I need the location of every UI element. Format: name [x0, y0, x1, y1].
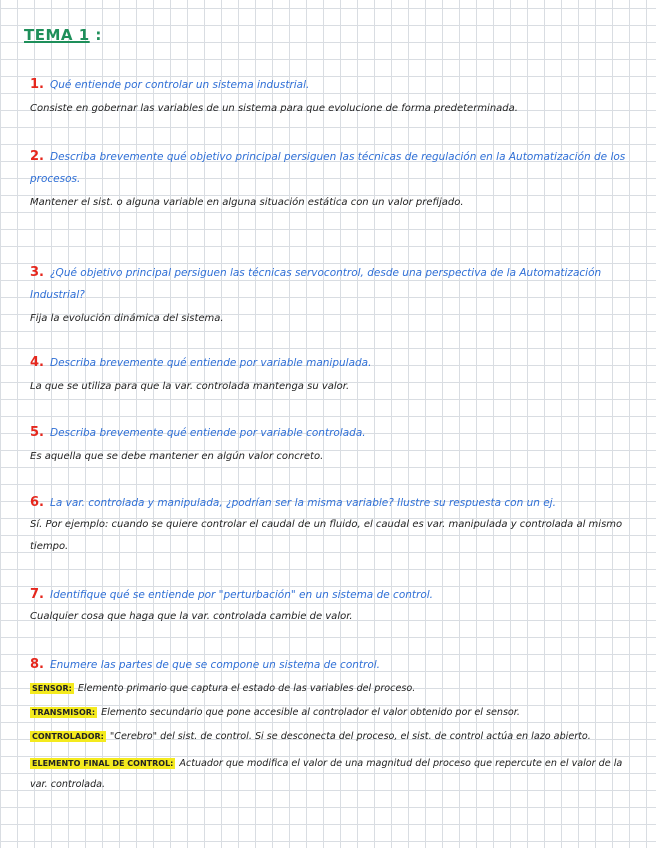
answer-6: Sí. Por ejemplo: cuando se quiere controlar el caudal de un fluido, el caudal es var. manipulada y controlada al mismo tiempo. [30, 519, 623, 552]
part-sensor [30, 678, 642, 699]
question-number: 1. [30, 77, 44, 92]
question-number: 3. [30, 265, 44, 280]
question-7 [30, 584, 640, 606]
question-3 [30, 262, 640, 306]
highlight-term: CONTROLADOR: [32, 732, 104, 741]
question-text: Qué entiende por controlar un sistema industrial. [49, 79, 310, 91]
question-text: Describa brevemente qué objetivo principal persiguen las técnicas de regulación en la Automatización de los procesos. [30, 151, 626, 185]
question-5 [30, 422, 640, 444]
question-text: La var. controlada y manipulada, ¿podrían ser la misma variable? Ilustre su respuesta con un ej. [49, 497, 556, 509]
question-number: 8. [30, 657, 44, 672]
answer-7: Cualquier cosa que haga que la var. controlada cambie de valor. [30, 611, 353, 622]
highlight-term: TRANSMISOR: [32, 708, 96, 717]
part-controlador [30, 726, 642, 747]
page-title [24, 26, 102, 44]
part-elemento-final [30, 753, 642, 795]
question-number: 4. [30, 355, 44, 370]
part-definition: "Cerebro" del sist. de control. Si se desconecta del proceso, el sist. de control actúa en lazo abierto. [109, 731, 591, 742]
question-8 [30, 654, 640, 676]
question-1 [30, 74, 640, 96]
answer-4: La que se utiliza para que la var. controlada mantenga su valor. [30, 381, 350, 392]
question-text: Enumere las partes de que se compone un sistema de control. [49, 659, 381, 671]
answer-3: Fija la evolución dinámica del sistema. [30, 313, 224, 324]
question-text: Describa brevemente qué entiende por variable manipulada. [49, 357, 372, 369]
title-colon: : [95, 26, 102, 44]
part-definition: Actuador que modifica el valor de una magnitud del proceso que repercute en el valor de la var. controlada. [30, 758, 623, 790]
question-number: 5. [30, 425, 44, 440]
part-definition: Elemento secundario que pone accesible al controlador el valor obtenido por el sensor. [101, 707, 520, 718]
part-transmisor [30, 702, 642, 723]
answer-1: Consiste en gobernar las variables de un sistema para que evolucione de forma predeterminada. [30, 103, 518, 114]
question-text: Identifique qué se entiende por "perturbación" en un sistema de control. [49, 589, 434, 601]
question-number: 7. [30, 587, 44, 602]
question-4 [30, 352, 640, 374]
question-2 [30, 146, 640, 190]
highlight-term: ELEMENTO FINAL DE CONTROL: [32, 759, 174, 768]
question-text: ¿Qué objetivo principal persiguen las técnicas servocontrol, desde una perspectiva de la Automatización Industrial? [30, 267, 602, 301]
question-text: Describa brevemente qué entiende por variable controlada. [49, 427, 366, 439]
question-6 [30, 492, 640, 514]
answer-5: Es aquella que se debe mantener en algún valor concreto. [30, 451, 324, 462]
title-text: TEMA 1 [24, 26, 90, 44]
question-number: 6. [30, 495, 44, 510]
highlight-term: SENSOR: [32, 684, 72, 693]
part-definition: Elemento primario que captura el estado de las variables del proceso. [77, 683, 416, 694]
control-system-parts [30, 678, 642, 795]
answer-2: Mantener el sist. o alguna variable en alguna situación estática con un valor prefijado. [30, 197, 464, 208]
question-number: 2. [30, 149, 44, 164]
